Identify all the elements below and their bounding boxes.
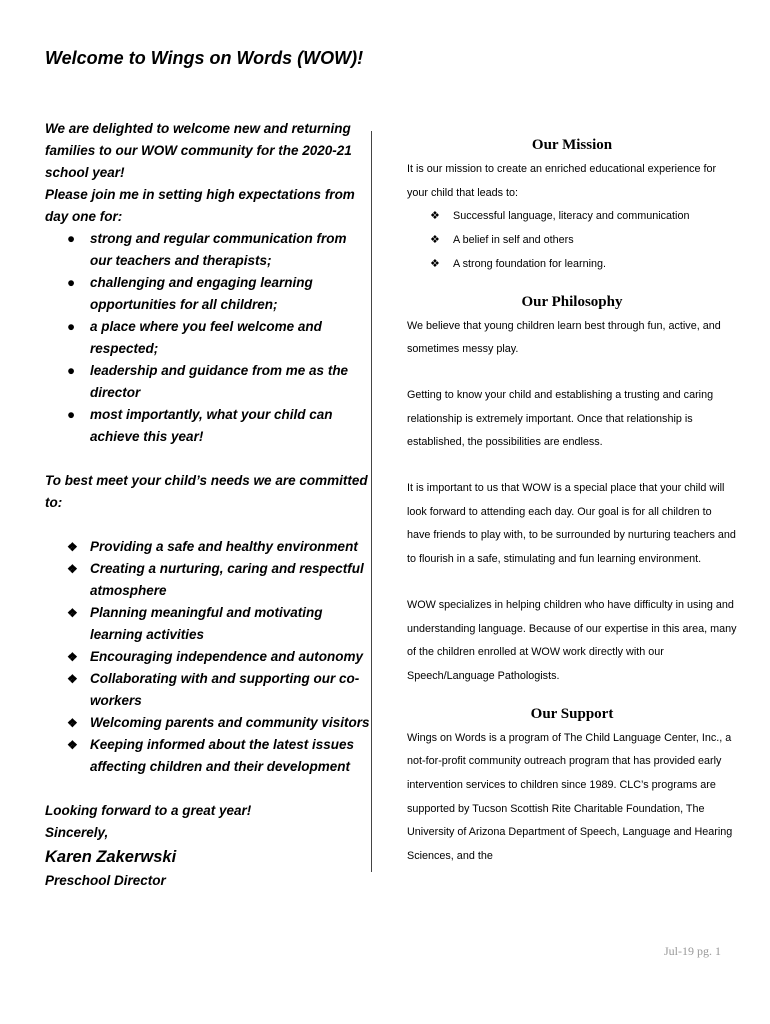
welcome-letter bbox=[45, 118, 370, 892]
column-divider bbox=[371, 131, 372, 872]
diamond-bullet-icon: ❖ bbox=[430, 257, 440, 270]
list-item: ❖ Providing a safe and healthy environment bbox=[45, 536, 370, 558]
list-item: ❖ Encouraging independence and autonomy bbox=[45, 646, 370, 668]
diamond-bullet-icon: ❖ bbox=[430, 210, 440, 223]
list-item: ● most importantly, what your child can achieve this year! bbox=[45, 404, 370, 448]
commitments-list bbox=[45, 536, 370, 778]
letter-closing: Looking forward to a great year! bbox=[45, 803, 252, 818]
bullet-icon: ● bbox=[67, 407, 76, 422]
list-item: ❖ Keeping informed about the latest issues affecting children and their development bbox=[45, 734, 370, 778]
letter-intro: We are delighted to welcome new and returning families to our WOW community for the 2020-21 school year! bbox=[45, 121, 352, 180]
mission-heading: Our Mission bbox=[531, 137, 613, 153]
page-footer: Jul-19 pg. 1 bbox=[664, 944, 721, 958]
bullet-icon: ● bbox=[67, 319, 76, 334]
bullet-icon: ● bbox=[67, 275, 76, 290]
signer-name: Karen Zakerwski bbox=[45, 848, 177, 866]
list-item: ● leadership and guidance from me as the director bbox=[45, 360, 370, 404]
philosophy-paragraph: Getting to know your child and establishing a trusting and caring relationship is extremely important. Once that relationship is established, the possibilities are endless. bbox=[407, 388, 714, 449]
list-item: ❖ A strong foundation for learning. bbox=[407, 253, 737, 277]
diamond-bullet-icon: ❖ bbox=[67, 672, 78, 686]
diamond-bullet-icon: ❖ bbox=[430, 234, 440, 247]
letter-join: Please join me in setting high expectations from day one for: bbox=[45, 187, 355, 224]
list-item: ● strong and regular communication from our teachers and therapists; bbox=[45, 228, 370, 272]
support-text: Wings on Words is a program of The Child Language Center, Inc., a not-for-profit community outreach program that has provided early intervention services to children since 1989. CLC’s programs are supported by Tucson Scottish Rite Charitable Foundation, The University of Arizona Department of Speech, Language and Hearing Sciences, and the bbox=[407, 731, 733, 863]
mission-text: It is our mission to create an enriched educational experience for your child that leads to: bbox=[407, 163, 717, 199]
philosophy-paragraph: WOW specializes in helping children who have difficulty in using and understanding language. Because of our expertise in this area, many of the children enrolled at WOW work directly with our Speech/Language Pathologists. bbox=[407, 598, 737, 682]
letter-committed: To best meet your child’s needs we are committed to: bbox=[45, 473, 368, 510]
letter-sincerely: Sincerely, bbox=[45, 825, 109, 840]
list-item: ● challenging and engaging learning opportunities for all children; bbox=[45, 272, 370, 316]
list-item: ❖ Creating a nurturing, caring and respectful atmosphere bbox=[45, 558, 370, 602]
list-item: ❖ Planning meaningful and motivating learning activities bbox=[45, 602, 370, 646]
diamond-bullet-icon: ❖ bbox=[67, 650, 78, 664]
diamond-bullet-icon: ❖ bbox=[67, 606, 78, 620]
philosophy-heading: Our Philosophy bbox=[521, 293, 623, 310]
diamond-bullet-icon: ❖ bbox=[67, 540, 78, 554]
signer-title: Preschool Director bbox=[45, 873, 166, 888]
bullet-icon: ● bbox=[67, 231, 76, 246]
info-column bbox=[407, 132, 737, 869]
page-title: Welcome to Wings on Words (WOW)! bbox=[45, 48, 364, 68]
diamond-bullet-icon: ❖ bbox=[67, 562, 78, 576]
list-item: ❖ Successful language, literacy and communication bbox=[407, 205, 737, 229]
list-item: ❖ Welcoming parents and community visitors bbox=[45, 712, 370, 734]
support-heading: Our Support bbox=[530, 705, 614, 722]
philosophy-paragraph: We believe that young children learn best through fun, active, and sometimes messy play. bbox=[407, 319, 721, 356]
list-item: ❖ Collaborating with and supporting our co-workers bbox=[45, 668, 370, 712]
diamond-bullet-icon: ❖ bbox=[67, 716, 78, 730]
philosophy-paragraph: It is important to us that WOW is a special place that your child will look forward to attending each day. Our goal is for all children to have friends to play with, to be surrounded by nurturing teachers and to flourish in a safe, stimulating and fun learning environment. bbox=[407, 482, 736, 566]
diamond-bullet-icon: ❖ bbox=[67, 738, 78, 752]
bullet-icon: ● bbox=[67, 363, 76, 378]
expectations-list bbox=[45, 228, 370, 448]
list-item: ● a place where you feel welcome and respected; bbox=[45, 316, 370, 360]
list-item: ❖ A belief in self and others bbox=[407, 229, 737, 253]
mission-list bbox=[407, 205, 737, 276]
